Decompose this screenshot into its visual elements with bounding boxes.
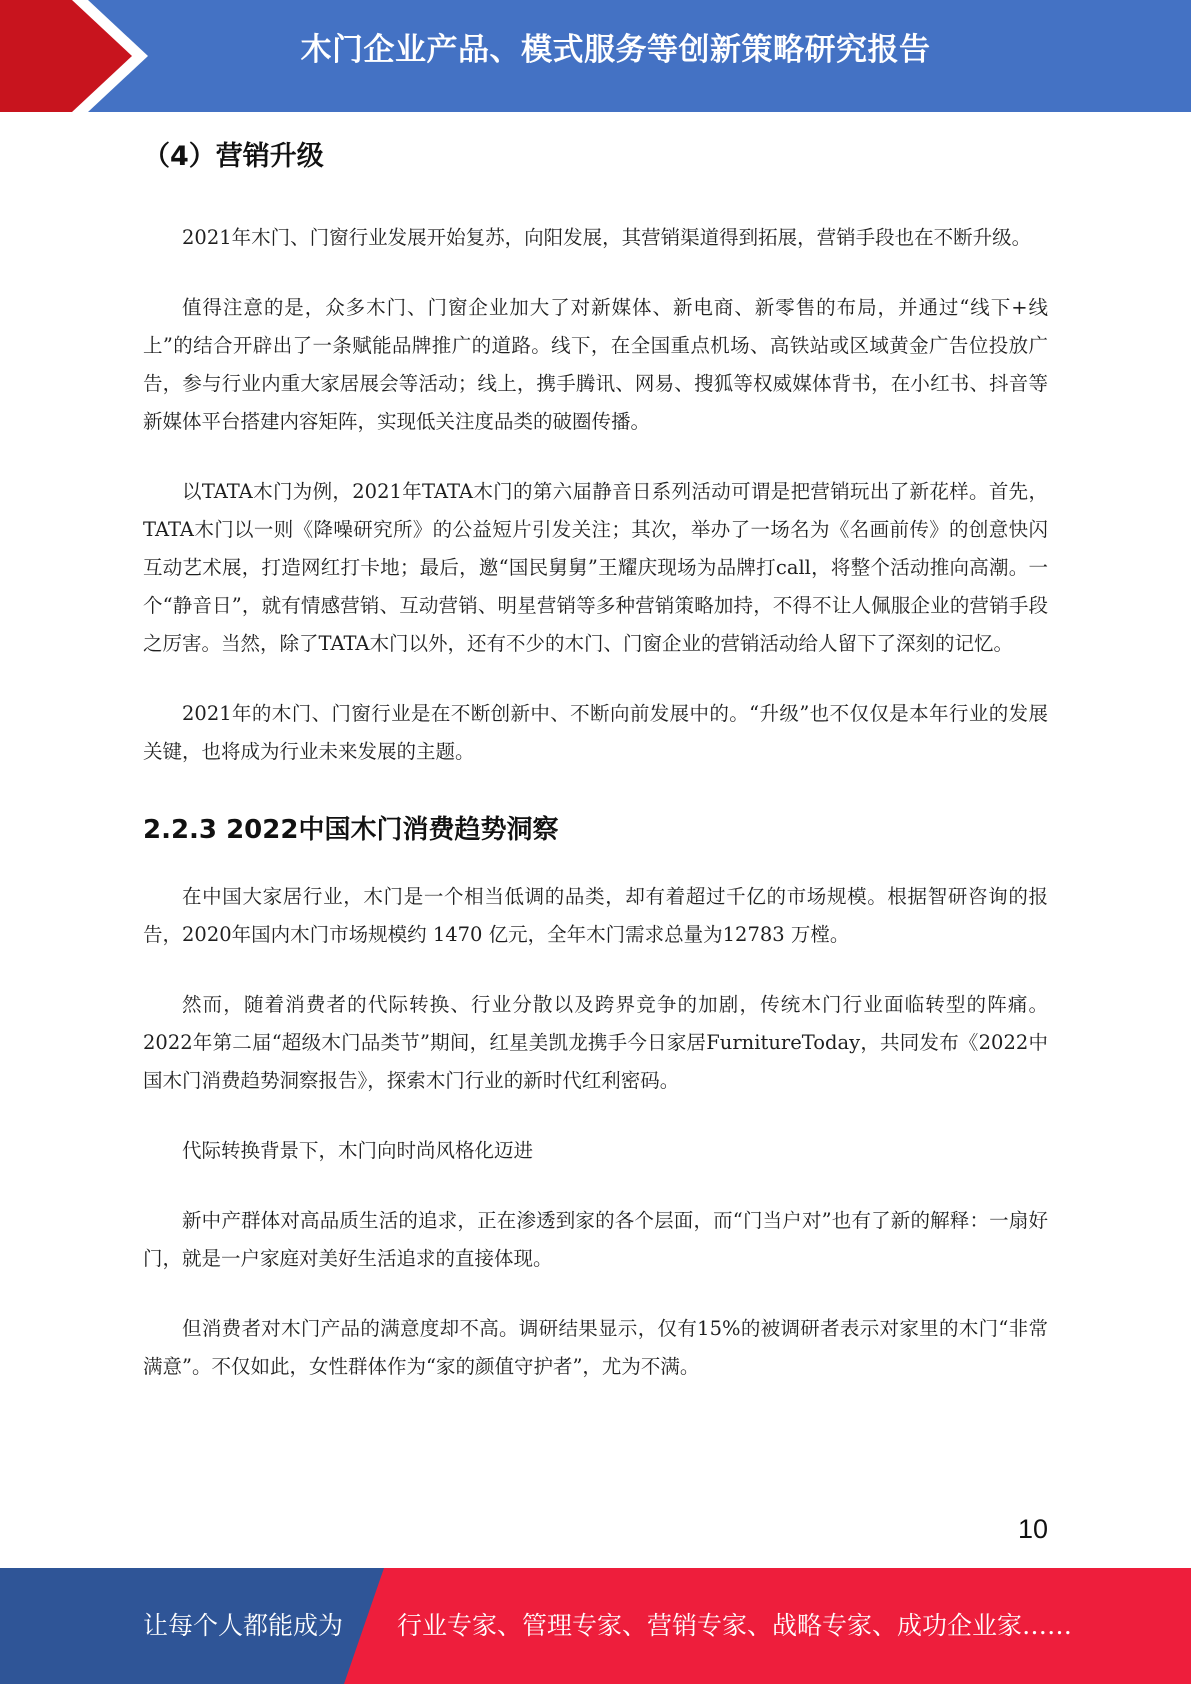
page-number: 10 <box>1017 1514 1048 1544</box>
section-marketing-upgrade <box>143 134 1048 771</box>
section-heading: 2.2.3 2022中国木门消费趋势洞察 <box>143 815 559 845</box>
page-content <box>143 112 1048 1418</box>
footer-banner <box>0 1568 1191 1684</box>
paragraph: 代际转换背景下，木门向时尚风格化迈进 <box>182 1139 534 1162</box>
section-consumer-trends <box>143 809 1048 1386</box>
report-title: 木门企业产品、模式服务等创新策略研究报告 <box>300 32 931 68</box>
paragraph: 但消费者对木门产品的满意度却不高。调研结果显示，仅有15%的被调研者表示对家里的木门“非常满意”。不仅如此，女性群体作为“家的颜值守护者”，尤为不满。 <box>143 1317 1048 1378</box>
paragraph: 然而，随着消费者的代际转换、行业分散以及跨界竞争的加剧，传统木门行业面临转型的阵痛。2022年第二届“超级木门品类节”期间，红星美凯龙携手今日家居FurnitureToday，共同发布《2022中国木门消费趋势洞察报告》，探索木门行业的新时代红利密码。 <box>143 993 1048 1092</box>
section-heading: （4）营销升级 <box>143 141 324 172</box>
footer-slogan-right: 行业专家、管理专家、营销专家、战略专家、成功企业家…… <box>397 1611 1073 1640</box>
paragraph: 2021年木门、门窗行业发展开始复苏，向阳发展，其营销渠道得到拓展，营销手段也在不断升级。 <box>182 226 1032 249</box>
paragraph: 在中国大家居行业，木门是一个相当低调的品类，却有着超过千亿的市场规模。根据智研咨询的报告，2020年国内木门市场规模约 1470 亿元，全年木门需求总量为12783 万樘。 <box>143 885 1048 946</box>
footer-slogan-left: 让每个人都能成为 <box>143 1611 344 1640</box>
paragraph: 以TATA木门为例，2021年TATA木门的第六届静音日系列活动可谓是把营销玩出了新花样。首先，TATA木门以一则《降噪研究所》的公益短片引发关注；其次，举办了一场名为《名画前传》的创意快闪互动艺术展，打造网红打卡地；最后，邀“国民舅舅”王耀庆现场为品牌打call，将整个活动推向高潮。一个“静音日”，就有情感营销、互动营销、明星营销等多种营销策略加持，不得不让人佩服企业的营销手段之厉害。当然，除了TATA木门以外，还有不少的木门、门窗企业的营销活动给人留下了深刻的记忆。 <box>143 480 1048 655</box>
paragraph: 值得注意的是，众多木门、门窗企业加大了对新媒体、新电商、新零售的布局，并通过“线下+线上”的结合开辟出了一条赋能品牌推广的道路。线下，在全国重点机场、高铁站或区域黄金广告位投放广告，参与行业内重大家居展会等活动；线上，携手腾讯、网易、搜狐等权威媒体背书，在小红书、抖音等新媒体平台搭建内容矩阵，实现低关注度品类的破圈传播。 <box>143 296 1048 433</box>
paragraph: 2021年的木门、门窗行业是在不断创新中、不断向前发展中的。“升级”也不仅仅是本年行业的发展关键，也将成为行业未来发展的主题。 <box>143 702 1048 763</box>
paragraph: 新中产群体对高品质生活的追求，正在渗透到家的各个层面，而“门当户对”也有了新的解释：一扇好门，就是一户家庭对美好生活追求的直接体现。 <box>143 1209 1048 1270</box>
header-banner <box>0 0 1191 112</box>
